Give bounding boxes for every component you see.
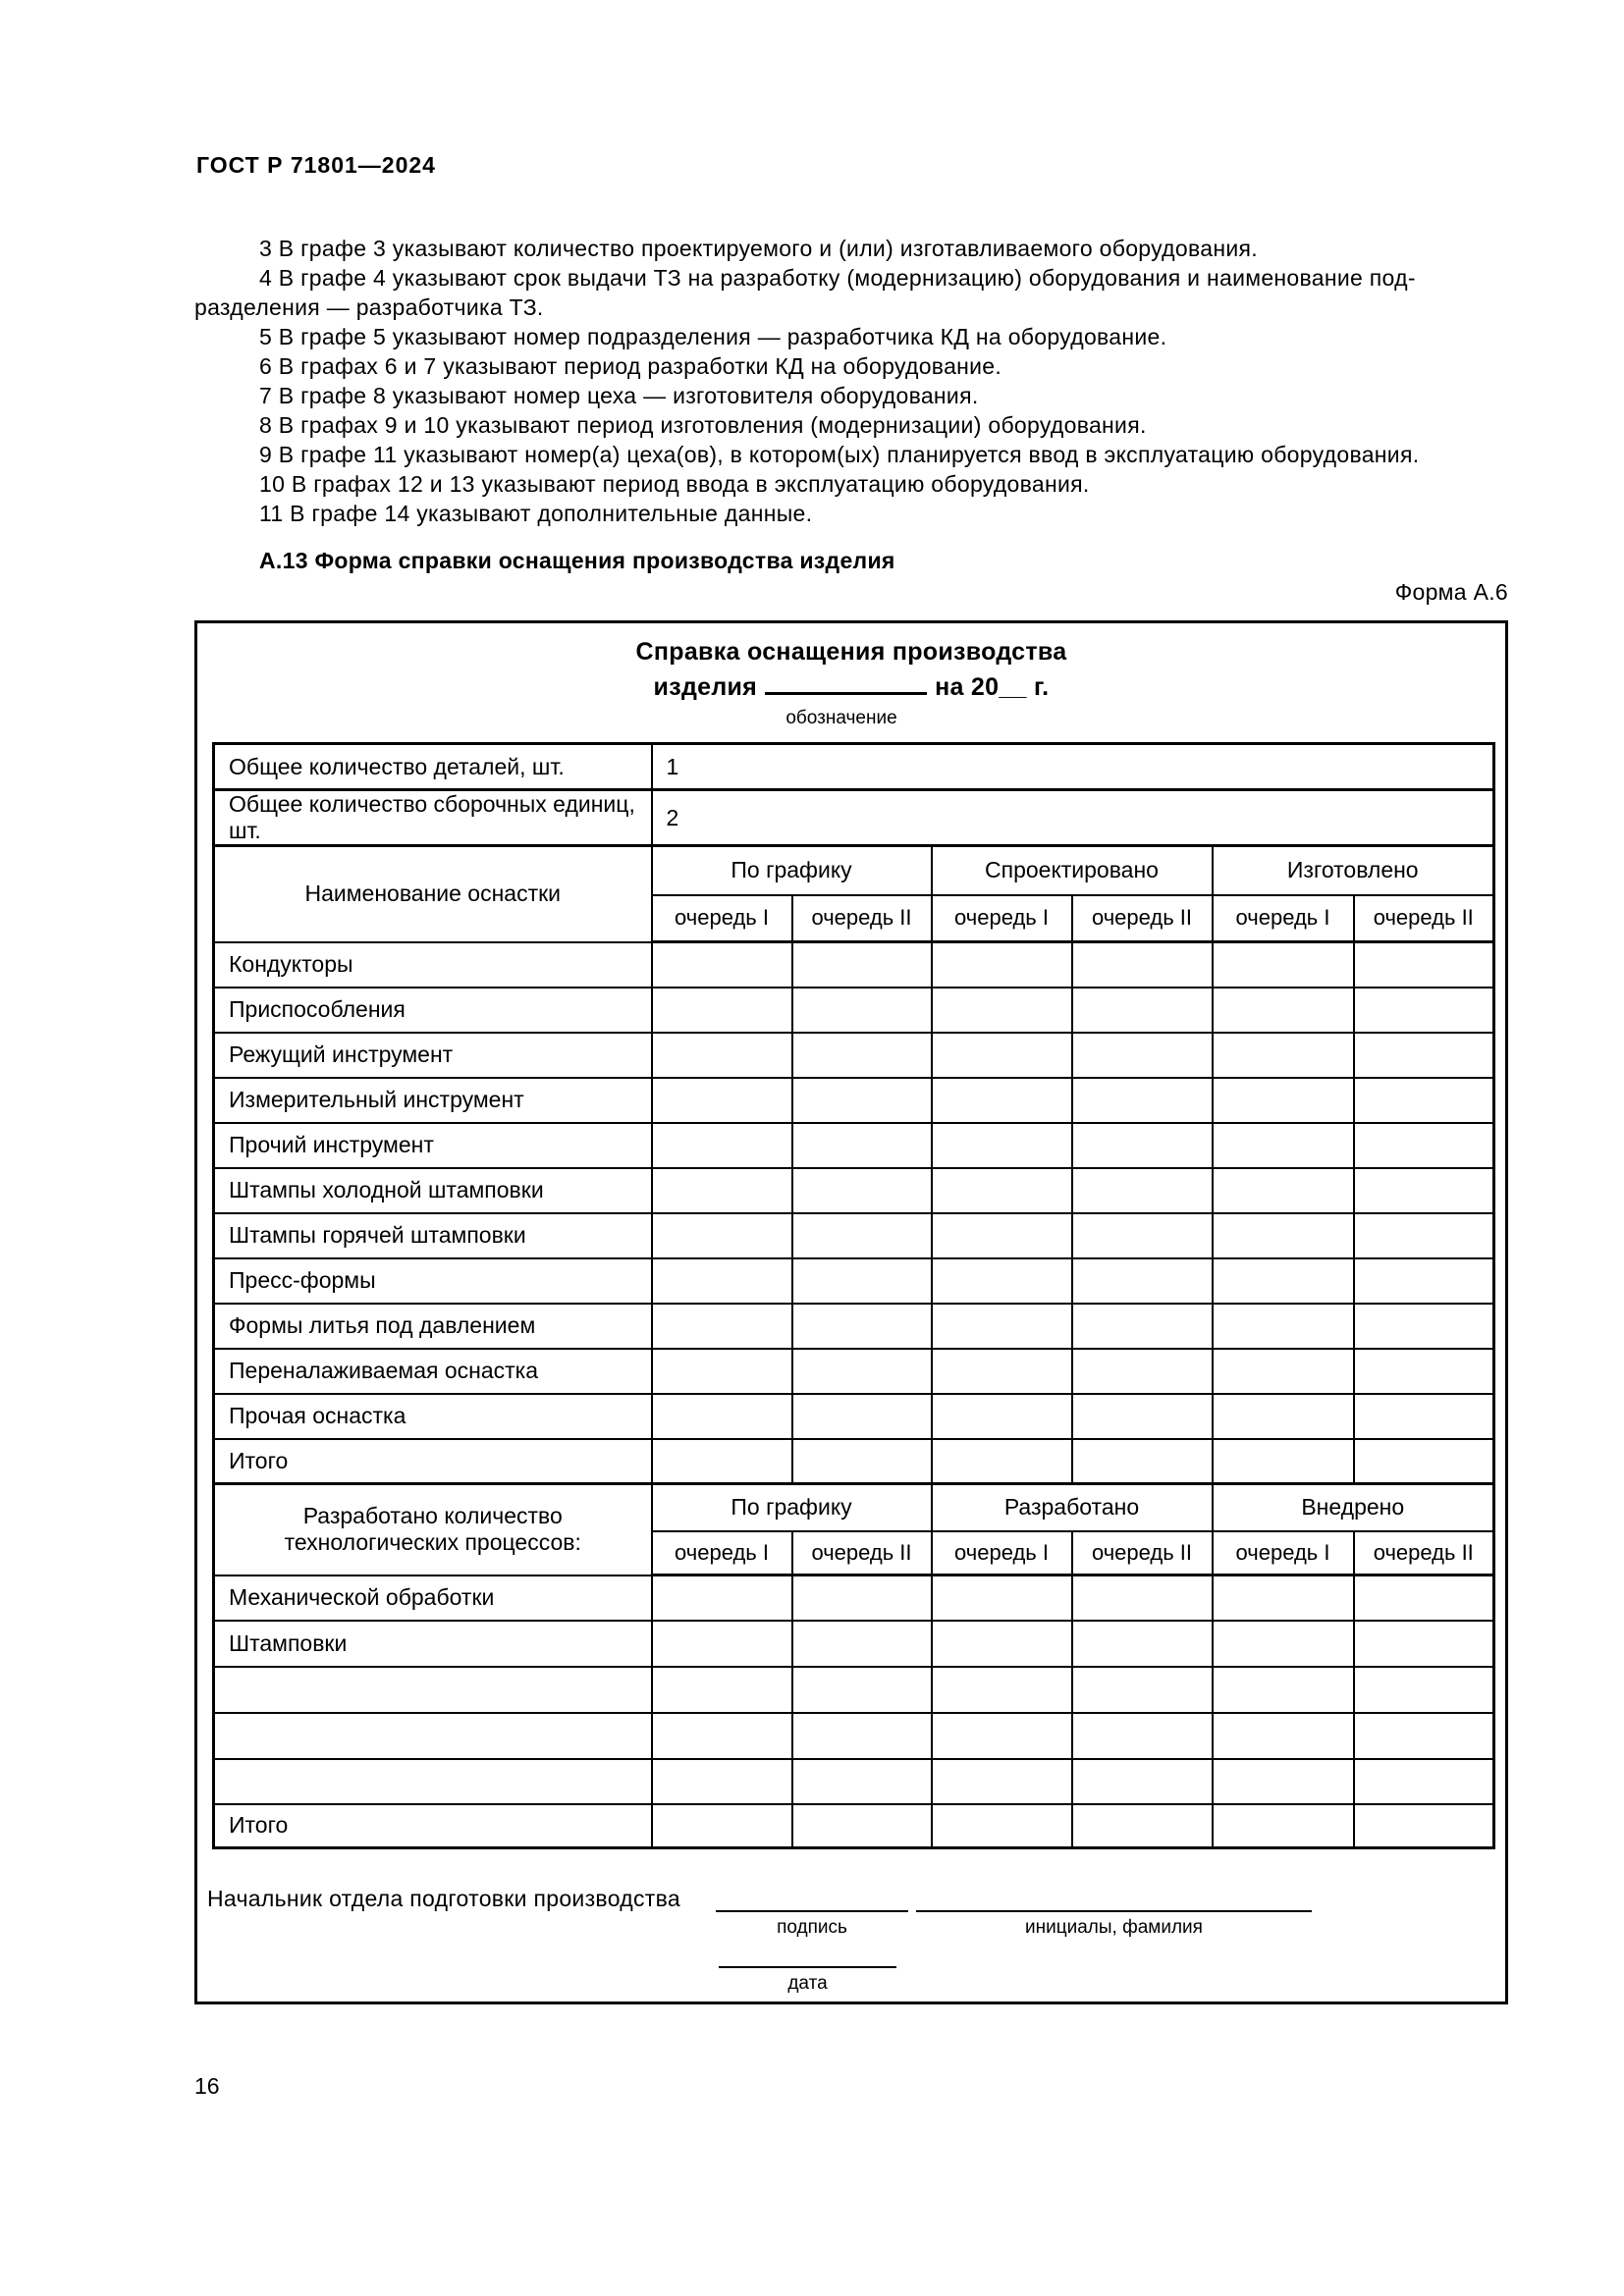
group-header: По графику: [652, 846, 932, 895]
signature-role-label: Начальник отдела подготовки производства: [207, 1886, 680, 1911]
data-cell: [932, 1575, 1072, 1621]
data-cell: [1354, 1304, 1494, 1349]
row-label-cell: Кондукторы: [214, 942, 652, 988]
paragraph-line: 8 В графах 9 и 10 указывают период изготовления (модернизации) оборудования.: [259, 412, 1147, 438]
data-cell: [1354, 1213, 1494, 1258]
row-label-cell: Приспособления: [214, 988, 652, 1033]
data-cell: [1354, 1759, 1494, 1804]
data-cell: [652, 1304, 792, 1349]
paragraph-line: 3 В графе 3 указывают количество проектируемого и (или) изготавливаемого оборудования.: [259, 236, 1258, 261]
row-label-cell: [214, 1713, 652, 1759]
row-label-cell: Штамповки: [214, 1621, 652, 1667]
data-cell: [932, 1078, 1072, 1123]
data-cell: [1354, 1667, 1494, 1713]
data-cell: [792, 1621, 932, 1667]
data-cell: [1072, 1258, 1213, 1304]
data-cell: [652, 1759, 792, 1804]
column-header: Разработано количество технологических процессов:: [214, 1484, 652, 1575]
data-cell: [1072, 1759, 1213, 1804]
data-cell: [932, 1759, 1072, 1804]
body-text: [194, 234, 1494, 528]
value-cell: 2: [652, 790, 1494, 846]
data-cell: [932, 1804, 1072, 1848]
row-label-cell: Итого: [214, 1804, 652, 1848]
empty-table-row: [214, 1713, 1494, 1759]
data-cell: [652, 1439, 792, 1484]
data-cell: [1072, 1078, 1213, 1123]
data-cell: [1354, 1033, 1494, 1078]
subheader-cell: очередь II: [1354, 1531, 1494, 1575]
data-cell: [652, 1575, 792, 1621]
table-header-row: [214, 1484, 1494, 1531]
table-row: [214, 1033, 1494, 1078]
subheader-cell: очередь II: [1072, 1531, 1213, 1575]
data-cell: [1072, 1713, 1213, 1759]
data-cell: [1354, 1349, 1494, 1394]
data-cell: [792, 1168, 932, 1213]
data-cell: [1213, 1759, 1354, 1804]
group-header: Изготовлено: [1213, 846, 1494, 895]
row-label-cell: Прочая оснастка: [214, 1394, 652, 1439]
data-cell: [1354, 1394, 1494, 1439]
data-cell: [932, 1713, 1072, 1759]
data-cell: [1213, 1033, 1354, 1078]
empty-table-row: [214, 1759, 1494, 1804]
data-cell: [1354, 1078, 1494, 1123]
subheader-cell: очередь I: [652, 1531, 792, 1575]
data-cell: [652, 988, 792, 1033]
table-row: [214, 1304, 1494, 1349]
data-cell: [932, 1033, 1072, 1078]
data-cell: [1213, 1123, 1354, 1168]
data-cell: [1213, 1349, 1354, 1394]
row-label-cell: [214, 1759, 652, 1804]
data-cell: [932, 1304, 1072, 1349]
standard-code-header: ГОСТ Р 71801—2024: [196, 152, 436, 178]
data-cell: [792, 1394, 932, 1439]
table-row: [214, 1349, 1494, 1394]
data-cell: [1072, 1804, 1213, 1848]
data-cell: [1072, 1621, 1213, 1667]
row-label-cell: Переналаживаемая оснастка: [214, 1349, 652, 1394]
data-cell: [1213, 1304, 1354, 1349]
data-cell: [932, 988, 1072, 1033]
data-cell: [652, 1078, 792, 1123]
data-cell: [1213, 942, 1354, 988]
table-row: [214, 1168, 1494, 1213]
signature-blank-line: [716, 1910, 908, 1912]
paragraph-line: 9 В графе 11 указывают номер(а) цеха(ов), в котором(ых) планируется ввод в эксплуатацию оборудования.: [259, 442, 1420, 467]
data-cell: [1072, 1168, 1213, 1213]
table-row: [214, 1123, 1494, 1168]
data-cell: [1213, 1575, 1354, 1621]
subheader-cell: очередь II: [792, 895, 932, 942]
data-cell: [1072, 1349, 1213, 1394]
row-label-cell: Общее количество сборочных единиц, шт.: [214, 790, 652, 846]
table-row: [214, 988, 1494, 1033]
date-blank-line: [719, 1966, 896, 1968]
data-cell: [1072, 942, 1213, 988]
data-cell: [792, 988, 932, 1033]
section-heading: А.13 Форма справки оснащения производства изделия: [259, 548, 895, 573]
data-cell: [652, 1667, 792, 1713]
table-row: [214, 1258, 1494, 1304]
data-cell: [1354, 1804, 1494, 1848]
data-cell: [932, 1123, 1072, 1168]
form-title-year: на 20__ г.: [935, 673, 1050, 701]
data-cell: [1213, 1621, 1354, 1667]
row-label-cell: Режущий инструмент: [214, 1033, 652, 1078]
data-cell: [652, 1621, 792, 1667]
data-cell: [652, 1168, 792, 1213]
designation-blank-line: [765, 692, 927, 695]
table-total-row: [214, 1439, 1494, 1484]
subheader-cell: очередь I: [932, 1531, 1072, 1575]
data-cell: [1072, 1575, 1213, 1621]
group-header: По графику: [652, 1484, 932, 1531]
group-header: Внедрено: [1213, 1484, 1494, 1531]
data-cell: [932, 1168, 1072, 1213]
date-caption: дата: [787, 1973, 828, 1994]
paragraph-line: 10 В графах 12 и 13 указывают период ввода в эксплуатацию оборудования.: [259, 471, 1090, 497]
empty-table-row: [214, 1667, 1494, 1713]
subheader-cell: очередь I: [652, 895, 792, 942]
data-cell: [652, 1258, 792, 1304]
data-cell: [1354, 1123, 1494, 1168]
form-a6-box: [194, 620, 1508, 2004]
data-cell: [792, 1759, 932, 1804]
table-total-row: [214, 1804, 1494, 1848]
form-number-label: Форма А.6: [1394, 579, 1508, 605]
name-caption: инициалы, фамилия: [1025, 1917, 1203, 1938]
data-cell: [1072, 1394, 1213, 1439]
data-cell: [1354, 1258, 1494, 1304]
form-title-line1: Справка оснащения производства: [635, 638, 1067, 666]
paragraph-line: 5 В графе 5 указывают номер подразделения — разработчика КД на оборудование.: [259, 324, 1167, 349]
paragraph-line: разделения — разработчика ТЗ.: [194, 294, 544, 320]
row-label-cell: [214, 1667, 652, 1713]
value-cell: 1: [652, 744, 1494, 790]
data-cell: [932, 1258, 1072, 1304]
data-cell: [1072, 1304, 1213, 1349]
data-cell: [1354, 1439, 1494, 1484]
data-cell: [792, 1123, 932, 1168]
subheader-cell: очередь I: [932, 895, 1072, 942]
data-cell: [1354, 988, 1494, 1033]
column-header: Наименование оснастки: [214, 846, 652, 942]
data-cell: [1072, 988, 1213, 1033]
data-cell: [932, 1621, 1072, 1667]
data-cell: [1354, 1713, 1494, 1759]
group-header: Спроектировано: [932, 846, 1213, 895]
table-row: [214, 744, 1494, 790]
data-cell: [1213, 1168, 1354, 1213]
data-cell: [652, 1123, 792, 1168]
data-cell: [1213, 1804, 1354, 1848]
data-cell: [652, 1713, 792, 1759]
data-cell: [1213, 988, 1354, 1033]
designation-note: обозначение: [785, 708, 897, 728]
paragraph-line: 6 В графах 6 и 7 указывают период разработки КД на оборудование.: [259, 353, 1002, 379]
data-cell: [1072, 1213, 1213, 1258]
row-label-cell: Измерительный инструмент: [214, 1078, 652, 1123]
row-label-cell: Штампы холодной штамповки: [214, 1168, 652, 1213]
data-cell: [652, 1033, 792, 1078]
data-cell: [1072, 1667, 1213, 1713]
form-title-word: изделия: [653, 673, 758, 701]
table-header-row: [214, 846, 1494, 895]
data-cell: [792, 1033, 932, 1078]
group-header: Разработано: [932, 1484, 1213, 1531]
subheader-cell: очередь II: [792, 1531, 932, 1575]
data-cell: [932, 1394, 1072, 1439]
data-cell: [652, 1213, 792, 1258]
table-row: [214, 1621, 1494, 1667]
data-cell: [1354, 1168, 1494, 1213]
row-label-cell: Прочий инструмент: [214, 1123, 652, 1168]
data-cell: [1213, 1213, 1354, 1258]
row-label-cell: Формы литья под давлением: [214, 1304, 652, 1349]
row-label-cell: Пресс-формы: [214, 1258, 652, 1304]
data-cell: [792, 1804, 932, 1848]
subheader-cell: очередь I: [1213, 895, 1354, 942]
row-label-cell: Итого: [214, 1439, 652, 1484]
subheader-cell: очередь I: [1213, 1531, 1354, 1575]
form-title-line2: [197, 673, 1505, 702]
data-cell: [792, 942, 932, 988]
table-row: [214, 1213, 1494, 1258]
signature-caption: подпись: [777, 1917, 847, 1938]
data-cell: [792, 1439, 932, 1484]
data-cell: [652, 1804, 792, 1848]
data-cell: [1072, 1033, 1213, 1078]
data-cell: [652, 1394, 792, 1439]
data-cell: [652, 942, 792, 988]
data-cell: [932, 1667, 1072, 1713]
table-row: [214, 1078, 1494, 1123]
data-cell: [1072, 1439, 1213, 1484]
data-cell: [1213, 1078, 1354, 1123]
data-cell: [1213, 1258, 1354, 1304]
data-cell: [1354, 942, 1494, 988]
data-cell: [932, 1213, 1072, 1258]
data-cell: [1354, 1621, 1494, 1667]
page-number: 16: [194, 2073, 220, 2099]
table-row: [214, 1575, 1494, 1621]
paragraph-line: 4 В графе 4 указывают срок выдачи ТЗ на разработку (модернизацию) оборудования и наименование под-: [259, 265, 1416, 291]
data-cell: [1213, 1439, 1354, 1484]
data-cell: [1072, 1123, 1213, 1168]
data-cell: [1354, 1575, 1494, 1621]
data-cell: [1213, 1667, 1354, 1713]
data-cell: [1213, 1713, 1354, 1759]
data-cell: [792, 1349, 932, 1394]
data-cell: [1213, 1394, 1354, 1439]
data-cell: [932, 1439, 1072, 1484]
data-cell: [792, 1304, 932, 1349]
paragraph-line: 11 В графе 14 указывают дополнительные данные.: [259, 501, 813, 526]
row-label-cell: Штампы горячей штамповки: [214, 1213, 652, 1258]
tooling-form-table: [212, 742, 1495, 1849]
data-cell: [792, 1713, 932, 1759]
data-cell: [652, 1349, 792, 1394]
data-cell: [792, 1213, 932, 1258]
data-cell: [792, 1575, 932, 1621]
data-cell: [932, 1349, 1072, 1394]
row-label-cell: Механической обработки: [214, 1575, 652, 1621]
table-row: [214, 790, 1494, 846]
data-cell: [932, 942, 1072, 988]
data-cell: [792, 1667, 932, 1713]
table-row: [214, 942, 1494, 988]
name-blank-line: [916, 1910, 1312, 1912]
table-row: [214, 1394, 1494, 1439]
data-cell: [792, 1258, 932, 1304]
subheader-cell: очередь II: [1354, 895, 1494, 942]
row-label-cell: Общее количество деталей, шт.: [214, 744, 652, 790]
subheader-cell: очередь II: [1072, 895, 1213, 942]
paragraph-line: 7 В графе 8 указывают номер цеха — изготовителя оборудования.: [259, 383, 979, 408]
data-cell: [792, 1078, 932, 1123]
